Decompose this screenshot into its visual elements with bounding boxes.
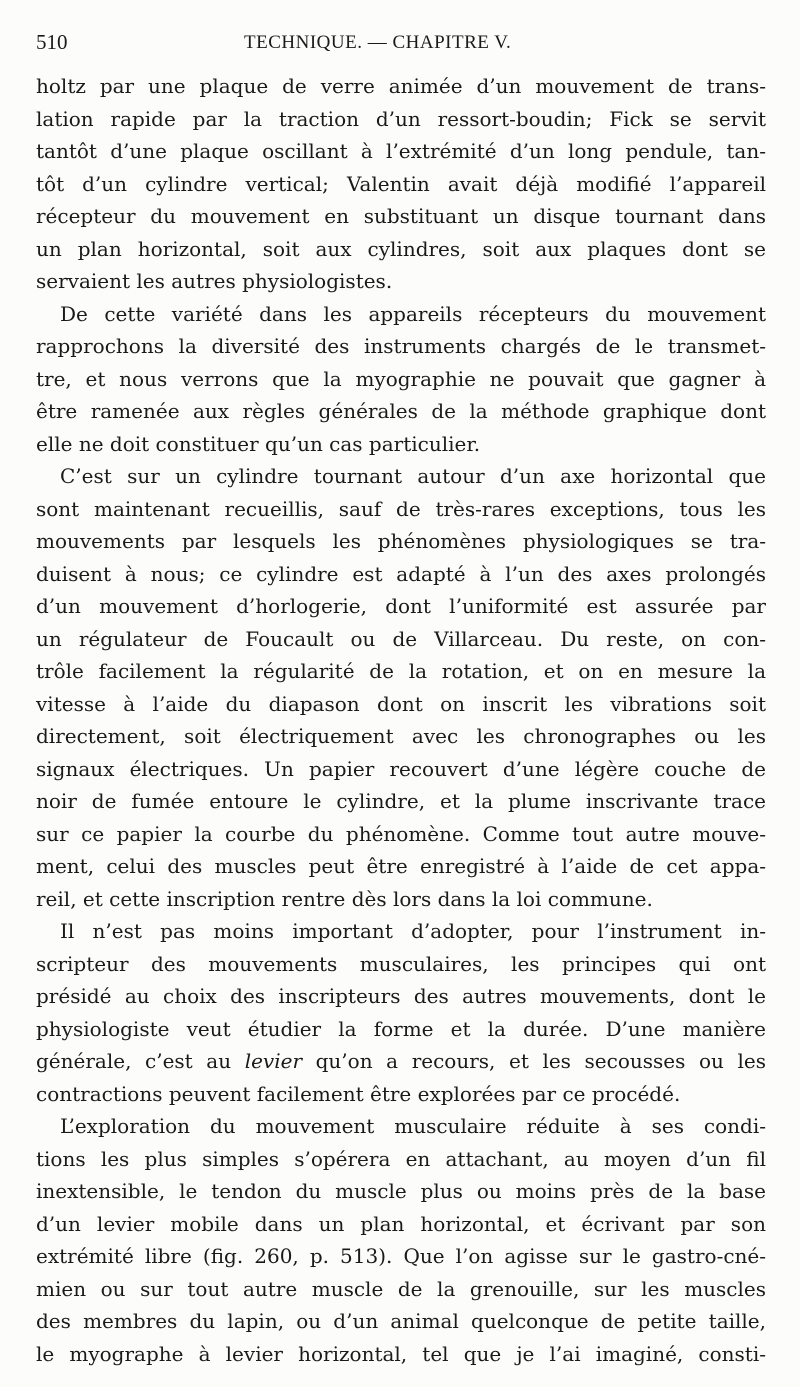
text-line: un régulateur de Foucault ou de Villarceau. Du reste, on con- — [36, 626, 766, 651]
text-segment: générale, c’est au — [36, 1049, 245, 1073]
text-line: L’exploration du mouvement musculaire réduite à ses condi- — [60, 1114, 766, 1138]
text-line: elle ne doit constituer qu’un cas particulier. — [36, 431, 481, 456]
text-line: noir de fumée entoure le cylindre, et la plume inscrivante trace — [36, 789, 766, 813]
text-line: scripteur des mouvements musculaires, les principes qui ont — [36, 951, 766, 976]
text-line: lation rapide par la traction d’un ressort-boudin; Fick se servit — [36, 106, 766, 131]
page-number: 510 — [36, 30, 68, 54]
text-line: vitesse à l’aide du diapason dont on inscrit les vibrations soit — [36, 691, 766, 716]
running-title: TECHNIQUE. — CHAPITRE V. — [244, 32, 512, 53]
text-line: ment, celui des muscles peut être enregistré à l’aide de cet appa- — [36, 854, 766, 878]
text-segment: qu’on a recours, et les secousses ou les — [302, 1049, 766, 1073]
running-header — [36, 30, 766, 60]
text-line: holtz par une plaque de verre animée d’un mouvement de trans- — [36, 74, 766, 98]
body-text — [36, 70, 766, 1370]
text-line: mien ou sur tout autre muscle de la grenouille, sur les muscles — [36, 1276, 766, 1301]
text-line: De cette variété dans les appareils récepteurs du mouvement — [60, 301, 766, 326]
italic-term: levier — [244, 1049, 303, 1073]
text-line: servaient les autres physiologistes. — [36, 269, 393, 293]
text-line: Il n’est pas moins important d’adopter, pour l’instrument in- — [60, 919, 766, 943]
text-line: reil, et cette inscription rentre dès lors dans la loi commune. — [36, 886, 653, 911]
text-line: le myographe à levier horizontal, tel que je l’ai imaginé, consti- — [36, 1341, 766, 1366]
text-line: inextensible, le tendon du muscle plus ou moins près de la base — [36, 1179, 766, 1203]
text-line: tantôt d’une plaque oscillant à l’extrémité d’un long pendule, tan- — [36, 139, 766, 163]
text-line: des membres du lapin, ou d’un animal quelconque de petite taille, — [36, 1309, 766, 1333]
text-line: tre, et nous verrons que la myographie ne pouvait que gagner à — [36, 366, 766, 391]
text-line: tôt d’un cylindre vertical; Valentin avait déjà modifié l’appareil — [36, 171, 766, 196]
text-line: duisent à nous; ce cylindre est adapté à l’un des axes prolongés — [36, 561, 766, 586]
text-line: rapprochons la diversité des instruments chargés de le transmet- — [36, 334, 766, 358]
text-line: directement, soit électriquement avec les chronographes ou les — [36, 724, 766, 748]
text-line: signaux électriques. Un papier recouvert d’une légère couche de — [36, 756, 766, 781]
text-line: tions les plus simples s’opérera en attachant, au moyen d’un fil — [36, 1146, 766, 1171]
text-line: mouvements par lesquels les phénomènes physiologiques se tra- — [36, 529, 766, 553]
text-line: récepteur du mouvement en substituant un disque tournant dans — [36, 204, 766, 228]
text-line: d’un levier mobile dans un plan horizontal, et écrivant par son — [36, 1211, 766, 1236]
text-line: extrémité libre (fig. 260, p. 513). Que l’on agisse sur le gastro-cné- — [36, 1244, 766, 1268]
text-line: d’un mouvement d’horlogerie, dont l’uniformité est assurée par — [36, 594, 766, 618]
text-line: trôle facilement la régularité de la rotation, et on en mesure la — [36, 659, 766, 683]
text-line: contractions peuvent facilement être explorées par ce procédé. — [36, 1081, 681, 1106]
text-line: sur ce papier la courbe du phénomène. Comme tout autre mouve- — [36, 821, 766, 846]
text-line: sont maintenant recueillis, sauf de très-rares exceptions, tous les — [36, 496, 766, 521]
text-line: un plan horizontal, soit aux cylindres, soit aux plaques dont se — [36, 236, 766, 261]
text-line-with-italic — [36, 1045, 766, 1078]
text-line: être ramenée aux règles générales de la méthode graphique dont — [36, 399, 766, 423]
text-line: physiologiste veut étudier la forme et la durée. D’une manière — [36, 1016, 766, 1041]
text-line: présidé au choix des inscripteurs des autres mouvements, dont le — [36, 984, 766, 1008]
text-line: C’est sur un cylindre tournant autour d’un axe horizontal que — [60, 464, 766, 488]
